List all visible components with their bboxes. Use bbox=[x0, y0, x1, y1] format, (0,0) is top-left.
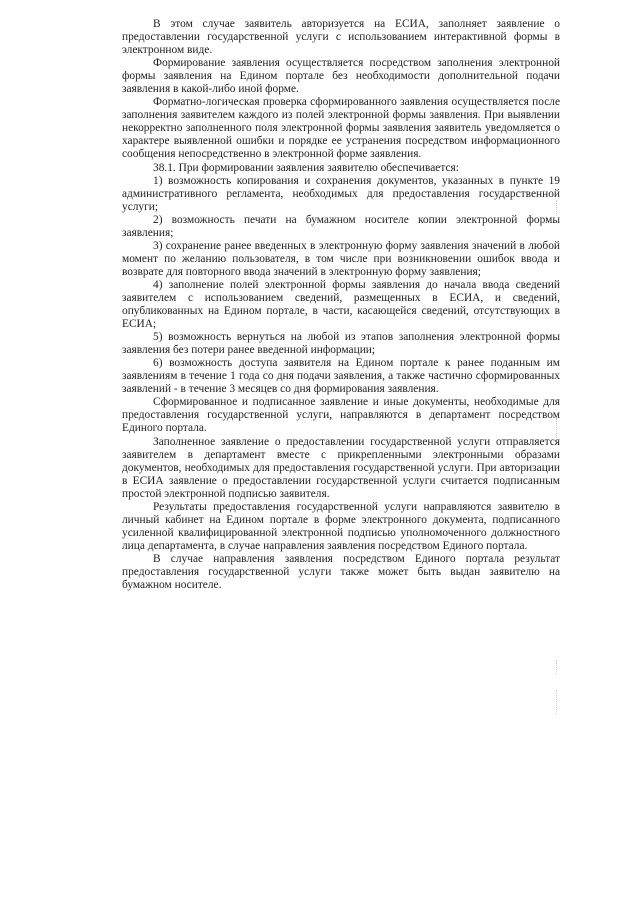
list-item-2: 2) возможность печати на бумажном носителе копии электронной формы заявления; bbox=[122, 213, 560, 239]
scan-edge-mark bbox=[556, 200, 557, 216]
list-item-3: 3) сохранение ранее введенных в электронную форму заявления значений в любой момент по желанию пользователя, в том числе при возникновении ошибок ввода и возврате для повторного ввода значений в электронную форму заявления; bbox=[122, 239, 560, 278]
paragraph-paper-result: В случае направления заявления посредством Единого портала результат предоставления государственной услуги также может быть выдан заявителю на бумажном носителе. bbox=[122, 552, 560, 592]
scan-edge-mark bbox=[556, 660, 557, 674]
list-item-1: 1) возможность копирования и сохранения документов, указанных в пункте 19 административного регламента, необходимых для предоставления государственной услуги; bbox=[122, 174, 560, 213]
paragraph-form-creation: Формирование заявления осуществляется посредством заполнения электронной формы заявления на Едином портале без необходимости дополнительной подачи заявления в какой-либо иной форме. bbox=[122, 57, 560, 96]
paragraph-filled-application: Заполненное заявление о предоставлении государственной услуги отправляется заявителем в департамент вместе с прикрепленными электронными образами документов, необходимых для предоставления государственной услуги. При авторизации в ЕСИА заявление о предоставлении государственной услуги считается подписанным простой электронной подписью заявителя. bbox=[122, 435, 560, 500]
paragraph-esia-authorization: В этом случае заявитель авторизуется на ЕСИА, заполняет заявление о предоставлении государственной услуги с использованием интерактивной формы в электронном виде. bbox=[122, 18, 560, 57]
list-item-4: 4) заполнение полей электронной формы заявления до начала ввода сведений заявителем с использованием сведений, размещенных в ЕСИА, и сведений, опубликованных на Едином портале, в части, касающейся сведений, отсутствующих в ЕСИА; bbox=[122, 278, 560, 331]
paragraph-section-38-1: 38.1. При формировании заявления заявителю обеспечивается: bbox=[153, 161, 459, 174]
list-item-6: 6) возможность доступа заявителя на Едином портале к ранее поданным им заявлениям в течение 1 года со дня подачи заявления, а также частично сформированных заявлений - в течение 3 месяцев со дня формирования заявления. bbox=[122, 357, 560, 396]
scan-edge-mark bbox=[556, 690, 557, 714]
paragraph-results: Результаты предоставления государственной услуги направляются заявителю в личный кабинет на Едином портале в форме электронного документа, подписанного усиленной квалифицированной электронной подписью уполномоченного должностного лица департамента, в случае направления заявления посредством Единого портала. bbox=[122, 500, 560, 552]
paragraph-signed-application: Сформированное и подписанное заявление и иные документы, необходимые для предоставления государственной услуги, направляются в департамент посредством Единого портала. bbox=[122, 396, 560, 435]
paragraph-format-check: Форматно-логическая проверка сформированного заявления осуществляется после заполнения заявителем каждого из полей электронной формы заявления. При выявлении некорректно заполненного поля электронной формы заявления заявитель уведомляется о характере выявленной ошибки и порядке ее устранения посредством информационного сообщения непосредственно в электронной форме заявления. bbox=[122, 96, 560, 161]
list-item-5: 5) возможность вернуться на любой из этапов заполнения электронной формы заявления без потери ранее введенной информации; bbox=[122, 331, 560, 357]
document-text bbox=[122, 18, 560, 592]
scan-edge-mark bbox=[556, 418, 557, 438]
